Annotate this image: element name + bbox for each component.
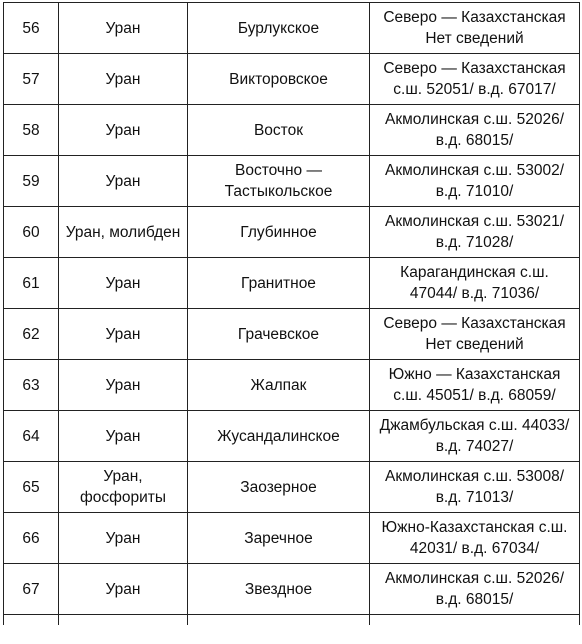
deposit-name-cell-text: Восток: [253, 121, 304, 139]
deposit-name-cell: [188, 462, 370, 513]
deposit-name-cell-text: Жалпак: [250, 376, 307, 394]
ore-type-cell: [59, 105, 188, 156]
region-coordinates-cell: [370, 462, 580, 513]
ore-type-cell: [59, 258, 188, 309]
region-coordinates-cell: [370, 309, 580, 360]
ore-type-cell: [59, 564, 188, 615]
deposit-name-cell: [188, 3, 370, 54]
ore-type-cell-text: Уран: [105, 121, 141, 139]
region-coordinates-cell-text: Акмолинская с.ш. 52026/ в.д. 68015/: [384, 570, 565, 608]
region-coordinates-cell: [370, 207, 580, 258]
row-number-cell: [4, 54, 59, 105]
partial-cell: [59, 615, 188, 625]
deposit-name-cell-text: Заозерное: [240, 478, 317, 496]
ore-type-cell-text: Уран: [105, 529, 141, 547]
row-number-cell: [4, 462, 59, 513]
ore-type-cell: [59, 207, 188, 258]
table-row: [4, 156, 580, 207]
deposit-name-cell-text: Жусандалинское: [217, 427, 340, 445]
region-coordinates-cell: [370, 258, 580, 309]
row-number-cell-text: 66: [22, 529, 40, 547]
deposit-name-cell: [188, 360, 370, 411]
region-coordinates-cell: [370, 105, 580, 156]
deposit-name-cell-text: Восточно — Тастыкольское: [224, 162, 333, 200]
region-coordinates-cell: [370, 54, 580, 105]
row-number-cell: [4, 411, 59, 462]
partial-cell: [4, 615, 59, 625]
ore-type-cell: [59, 54, 188, 105]
row-number-cell: [4, 207, 59, 258]
deposit-name-cell: [188, 564, 370, 615]
deposit-name-cell-text: Гранитное: [241, 274, 316, 292]
deposit-name-cell: [188, 411, 370, 462]
ore-type-cell-text: Уран: [105, 325, 141, 343]
region-coordinates-cell: [370, 513, 580, 564]
table-row-partial: [4, 615, 580, 625]
deposit-name-cell: [188, 513, 370, 564]
table-row: [4, 105, 580, 156]
ore-type-cell-text: Уран: [105, 70, 141, 88]
ore-type-cell-text: Уран: [105, 427, 141, 445]
ore-type-cell: [59, 462, 188, 513]
region-coordinates-cell: [370, 411, 580, 462]
table-row: [4, 564, 580, 615]
ore-type-cell-text: Уран, фосфориты: [79, 468, 166, 506]
ore-type-cell: [59, 513, 188, 564]
partial-cell: [188, 615, 370, 625]
region-coordinates-cell: [370, 360, 580, 411]
deposit-name-cell-text: Викторовское: [229, 70, 328, 88]
region-coordinates-cell-text: Северо — Казахстанская Нет сведений: [383, 9, 566, 47]
ore-type-cell-text: Уран: [105, 172, 141, 190]
ore-type-cell: [59, 309, 188, 360]
ore-type-cell: [59, 3, 188, 54]
region-coordinates-cell-text: Джамбульская с.ш. 44033/ в.д. 74027/: [379, 417, 570, 455]
table-row: [4, 309, 580, 360]
region-coordinates-cell-text: Карагандинская с.ш. 47044/ в.д. 71036/: [400, 264, 549, 302]
row-number-cell: [4, 309, 59, 360]
row-number-cell: [4, 258, 59, 309]
region-coordinates-cell: [370, 564, 580, 615]
row-number-cell-text: 67: [22, 580, 40, 598]
region-coordinates-cell-text: Акмолинская с.ш. 53008/ в.д. 71013/: [384, 468, 565, 506]
ore-type-cell-text: Уран: [105, 580, 141, 598]
row-number-cell-text: 63: [22, 376, 40, 394]
row-number-cell: [4, 3, 59, 54]
row-number-cell-text: 56: [22, 19, 40, 37]
deposit-name-cell: [188, 105, 370, 156]
deposit-name-cell-text: Грачевское: [237, 325, 320, 343]
row-number-cell-text: 58: [22, 121, 40, 139]
deposit-name-cell: [188, 309, 370, 360]
row-number-cell-text: 64: [22, 427, 40, 445]
deposit-name-cell-text: Глубинное: [240, 223, 317, 241]
deposits-table-container: [3, 2, 579, 625]
ore-type-cell: [59, 411, 188, 462]
table-row: [4, 3, 580, 54]
deposit-name-cell: [188, 54, 370, 105]
ore-type-cell-text: Уран: [105, 376, 141, 394]
region-coordinates-cell-text: Акмолинская с.ш. 53002/ в.д. 71010/: [384, 162, 565, 200]
deposit-name-cell-text: Звездное: [244, 580, 313, 598]
row-number-cell-text: 65: [22, 478, 40, 496]
region-coordinates-cell: [370, 156, 580, 207]
deposits-table-body: [4, 3, 580, 625]
table-row: [4, 207, 580, 258]
table-row: [4, 258, 580, 309]
partial-cell: [370, 615, 580, 625]
deposit-name-cell: [188, 207, 370, 258]
region-coordinates-cell-text: Северо — Казахстанская с.ш. 52051/ в.д. 67017/: [383, 60, 566, 98]
ore-type-cell: [59, 156, 188, 207]
row-number-cell: [4, 156, 59, 207]
deposits-table: [3, 2, 580, 625]
row-number-cell-text: 59: [22, 172, 40, 190]
row-number-cell-text: 62: [22, 325, 40, 343]
row-number-cell-text: 60: [22, 223, 40, 241]
row-number-cell: [4, 564, 59, 615]
table-row: [4, 513, 580, 564]
row-number-cell: [4, 105, 59, 156]
region-coordinates-cell-text: Акмолинская с.ш. 53021/ в.д. 71028/: [384, 213, 565, 251]
table-row: [4, 360, 580, 411]
deposit-name-cell: [188, 156, 370, 207]
row-number-cell: [4, 513, 59, 564]
table-row: [4, 411, 580, 462]
ore-type-cell-text: Уран: [105, 19, 141, 37]
region-coordinates-cell: [370, 3, 580, 54]
deposit-name-cell-text: Бурлукское: [237, 19, 320, 37]
deposit-name-cell-text: Заречное: [244, 529, 313, 547]
region-coordinates-cell-text: Южно — Казахстанская с.ш. 45051/ в.д. 68059/: [388, 366, 561, 404]
deposit-name-cell: [188, 258, 370, 309]
table-row: [4, 462, 580, 513]
table-row: [4, 54, 580, 105]
region-coordinates-cell-text: Южно-Казахстанская с.ш. 42031/ в.д. 67034/: [381, 519, 568, 557]
region-coordinates-cell-text: Северо — Казахстанская Нет сведений: [383, 315, 566, 353]
ore-type-cell-text: Уран: [105, 274, 141, 292]
ore-type-cell-text: Уран, молибден: [65, 223, 181, 241]
row-number-cell-text: 61: [22, 274, 40, 292]
row-number-cell-text: 57: [22, 70, 40, 88]
ore-type-cell: [59, 360, 188, 411]
region-coordinates-cell-text: Акмолинская с.ш. 52026/ в.д. 68015/: [384, 111, 565, 149]
row-number-cell: [4, 360, 59, 411]
